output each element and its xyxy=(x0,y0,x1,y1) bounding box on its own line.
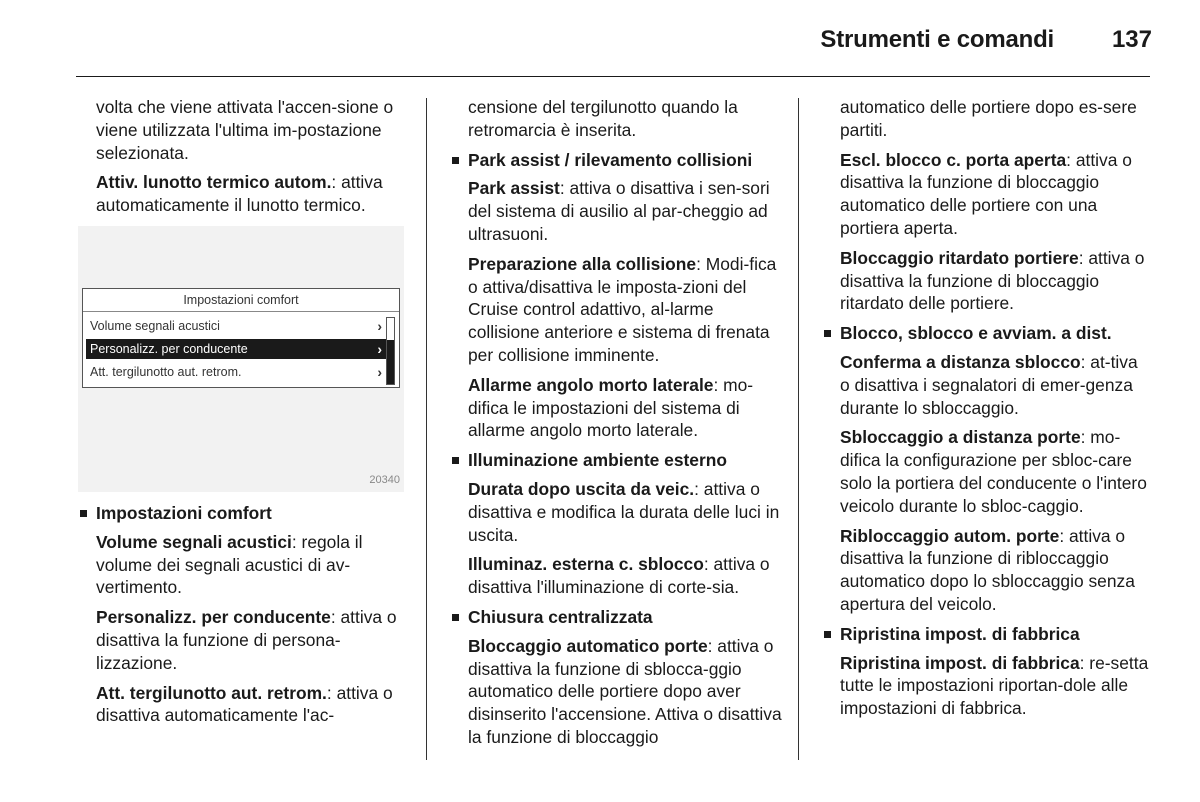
screen-illustration xyxy=(78,226,404,492)
page-header xyxy=(0,0,1200,78)
term-desc: : mo-difica le impostazioni del sistema di allarme angolo morto laterale. xyxy=(468,374,754,441)
paragraph xyxy=(450,478,782,546)
paragraph xyxy=(450,635,782,749)
column-1 xyxy=(78,96,406,224)
term-desc: : regola il volume dei segnali acustici di av-vertimento. xyxy=(96,531,363,598)
paragraph xyxy=(450,374,782,442)
header-rule xyxy=(76,76,1150,77)
menu-item-selected xyxy=(86,339,390,359)
term-desc: : attiva o disattiva la funzione di bloccaggio ritardato delle portiere. xyxy=(840,247,1145,314)
paragraph xyxy=(78,682,406,728)
term-desc: : attiva o disattiva la funzione di bloccaggio automatico delle portiere con una portiera aperta. xyxy=(840,149,1132,238)
panel-title: Impostazioni comfort xyxy=(183,293,299,307)
paragraph xyxy=(450,177,782,245)
column-divider xyxy=(798,98,799,760)
bullet-heading: Illuminazione ambiente esterno xyxy=(450,449,782,472)
term: Ripristina impost. di fabbrica xyxy=(840,652,1080,673)
term: Durata dopo uscita da veic. xyxy=(468,478,695,499)
column-3 xyxy=(822,96,1152,727)
panel-divider xyxy=(83,311,399,312)
term: Volume segnali acustici xyxy=(96,531,292,552)
term: Escl. blocco c. porta aperta xyxy=(840,149,1067,170)
term-desc: : attiva o disattiva la funzione di sblocca-ggio automatico delle portiere dopo aver disinserito l'accensione. Attiva o disattiva la funzione di bloccaggio xyxy=(468,635,782,747)
term-desc: : Modi-fica o attiva/disattiva le imposta-zioni del Cruise control adattivo, al-larme collisione anteriore e sistema di frenata per collisione imminente. xyxy=(468,253,777,365)
column-divider xyxy=(426,98,427,760)
menu-item xyxy=(86,316,390,336)
scrollbar xyxy=(386,317,395,385)
paragraph: censione del tergilunotto quando la retromarcia è inserita. xyxy=(468,97,738,140)
term: Bloccaggio ritardato portiere xyxy=(840,247,1079,268)
term-desc: : mo-difica la configurazione per sbloc-care solo la portiera del conducente o l'intero veicolo durante lo sbloc-caggio. xyxy=(840,427,1147,516)
paragraph xyxy=(78,531,406,599)
term-desc: : attiva automaticamente il lunotto termico. xyxy=(96,172,383,216)
paragraph xyxy=(822,652,1152,720)
running-title: Strumenti e comandi xyxy=(820,26,1054,53)
column-1-lower xyxy=(78,502,406,734)
term: Personalizz. per conducente xyxy=(96,607,331,628)
paragraph xyxy=(822,525,1152,616)
settings-panel xyxy=(82,288,400,388)
term-desc: : attiva o disattiva automaticamente l'ac- xyxy=(96,682,393,726)
paragraph xyxy=(450,553,782,599)
term-desc: : attiva o disattiva la funzione di ribloccaggio automatico dopo lo sbloccaggio senza apertura del veicolo. xyxy=(840,525,1135,614)
term: Conferma a distanza sblocco xyxy=(840,351,1081,372)
term-desc: : re-setta tutte le impostazioni riportan-dole alle impostazioni di fabbrica. xyxy=(840,652,1149,719)
bullet-heading: Ripristina impost. di fabbrica xyxy=(822,623,1152,646)
paragraph: volta che viene attivata l'accen-sione o viene utilizzata l'ultima im-postazione selezionata. xyxy=(96,97,394,163)
paragraph: automatico delle portiere dopo es-sere partiti. xyxy=(840,97,1137,140)
chevron-right-icon: › xyxy=(377,341,382,357)
chevron-right-icon: › xyxy=(377,318,382,334)
paragraph xyxy=(822,426,1152,517)
term-desc: : attiva o disattiva i sen-sori del sistema di ausilio al par-cheggio ad ultrasuoni. xyxy=(468,178,770,244)
menu-item-label: Att. tergilunotto aut. retrom. xyxy=(90,365,242,379)
bullet-heading: Impostazioni comfort xyxy=(78,502,406,525)
figure-id: 20340 xyxy=(369,474,400,486)
column-2 xyxy=(450,96,782,756)
bullet-heading: Park assist / rilevamento collisioni xyxy=(450,149,782,172)
term: Sbloccaggio a distanza porte xyxy=(840,427,1081,448)
paragraph xyxy=(450,253,782,367)
term: Bloccaggio automatico porte xyxy=(468,635,708,656)
chevron-right-icon: › xyxy=(377,364,382,380)
menu-item-label: Volume segnali acustici xyxy=(90,319,220,333)
term: Allarme angolo morto laterale xyxy=(468,374,714,395)
paragraph xyxy=(78,171,406,217)
term: Illuminaz. esterna c. sblocco xyxy=(468,554,704,575)
paragraph xyxy=(822,351,1152,419)
term: Ribloccaggio autom. porte xyxy=(840,525,1060,546)
menu-item-label: Personalizz. per conducente xyxy=(90,342,248,356)
term-desc: : at-tiva o disattiva i segnalatori di emer-genza durante lo sbloccaggio. xyxy=(840,351,1138,418)
scrollbar-thumb xyxy=(387,340,394,384)
term-desc: : attiva o disattiva la funzione di persona-lizzazione. xyxy=(96,607,397,673)
term: Attiv. lunotto termico autom. xyxy=(96,172,332,193)
bullet-heading: Blocco, sblocco e avviam. a dist. xyxy=(822,322,1152,345)
term-desc: : attiva o disattiva e modifica la durata delle luci in uscita. xyxy=(468,478,780,545)
term: Preparazione alla collisione xyxy=(468,253,697,274)
menu-item xyxy=(86,362,390,382)
paragraph xyxy=(78,606,406,674)
term: Att. tergilunotto aut. retrom. xyxy=(96,682,327,703)
term-desc: : attiva o disattiva l'illuminazione di corte-sia. xyxy=(468,554,770,598)
term: Park assist xyxy=(468,178,560,199)
paragraph xyxy=(822,149,1152,240)
bullet-heading: Chiusura centralizzata xyxy=(450,606,782,629)
page-number: 137 xyxy=(1111,26,1152,53)
paragraph xyxy=(822,247,1152,315)
